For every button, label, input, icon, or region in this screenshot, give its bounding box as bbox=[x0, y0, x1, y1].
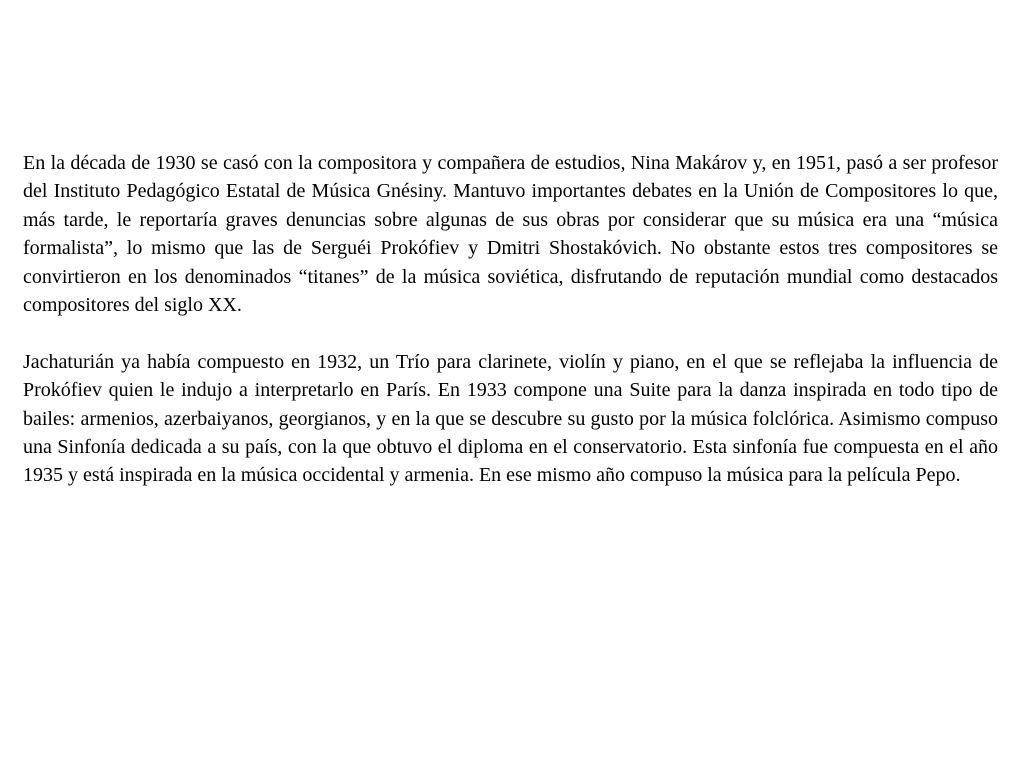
body-text bbox=[23, 149, 998, 490]
paragraph: Jachaturián ya había compuesto en 1932, un Trío para clarinete, violín y piano, en el que se reflejaba la influencia de Prokófiev quien le indujo a interpretarlo en París. En 1933 compone una Suite para la danza inspirada en todo tipo de bailes: armenios, azerbaiyanos, georgianos, y en la que se descubre su gusto por la música folclórica. Asimismo compuso una Sinfonía dedicada a su país, con la que obtuvo el diploma en el conservatorio. Esta sinfonía fue compuesta en el año 1935 y está inspirada en la música occidental y armenia. En ese mismo año compuso la música para la película Pepo. bbox=[23, 350, 998, 487]
paragraph: En la década de 1930 se casó con la compositora y compañera de estudios, Nina Makárov y, en 1951, pasó a ser profesor del Instituto Pedagógico Estatal de Música Gnésiny. Mantuvo importantes debates en la Unión de Compositores lo que, más tarde, le reportaría graves denuncias sobre algunas de sus obras por considerar que su música era una “música formalista”, lo mismo que las de Serguéi Prokófiev y Dmitri Shostakóvich. No obstante estos tres compositores se convirtieron en los denominados “titanes” de la música soviética, disfrutando de reputación mundial como destacados compositores del siglo XX. bbox=[23, 152, 998, 317]
